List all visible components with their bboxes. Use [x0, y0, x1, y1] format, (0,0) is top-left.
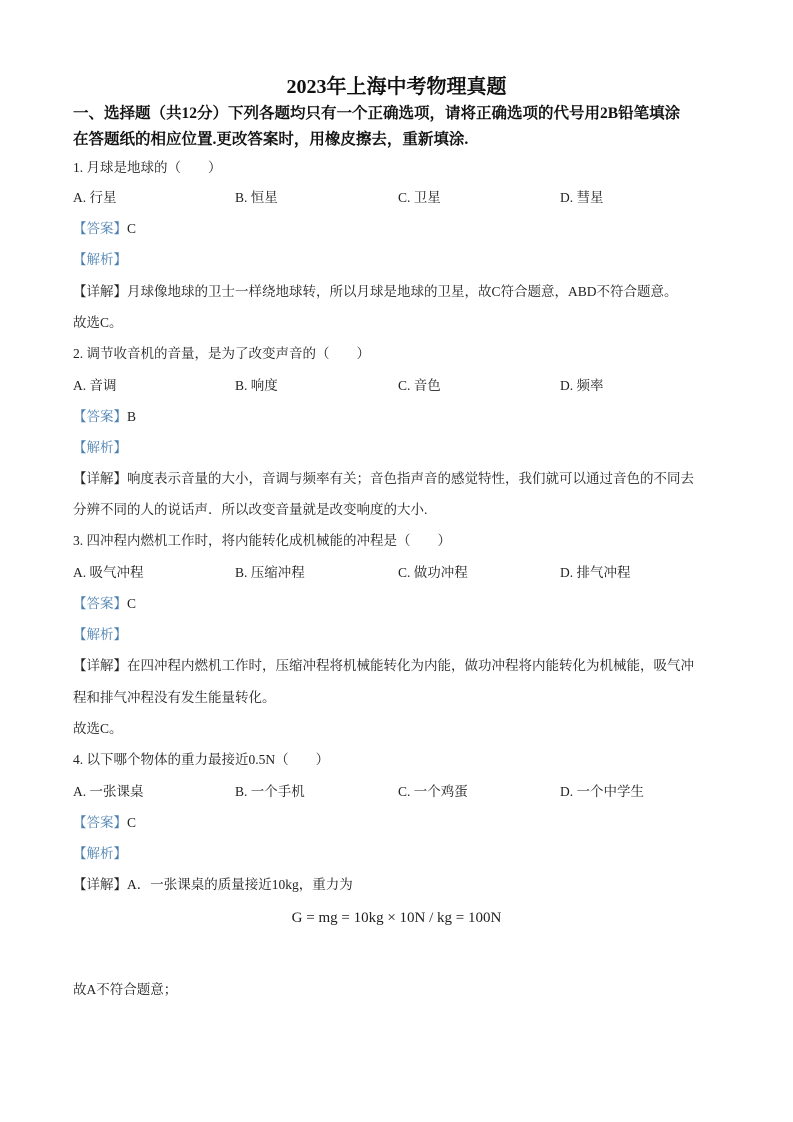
detail-label: 【详解】: [73, 877, 127, 892]
detail-label: 【详解】: [73, 471, 127, 486]
question-2-analysis-label: 【解析】: [73, 440, 127, 455]
question-4-detail: [73, 876, 353, 894]
answer-label: 【答案】: [73, 815, 127, 830]
question-3-answer: [73, 595, 136, 613]
question-2-detail: [73, 470, 694, 488]
question-3-conclusion: 故选C。: [73, 721, 123, 736]
detail-text: A．一张课桌的质量接近10kg，重力为: [127, 877, 353, 892]
question-3-detail-line2: 程和排气冲程没有发生能量转化。: [73, 690, 276, 705]
question-4-stem: 4. 以下哪个物体的重力最接近0.5N（ ）: [73, 752, 330, 767]
answer-label: 【答案】: [73, 596, 127, 611]
page-title: 2023年上海中考物理真题: [286, 76, 507, 98]
question-3-option-d: D. 排气冲程: [560, 565, 631, 580]
question-1-option-b: B. 恒星: [235, 190, 278, 205]
question-3-option-b: B. 压缩冲程: [235, 565, 305, 580]
question-1-stem: 1. 月球是地球的（ ）: [73, 160, 222, 175]
question-1-detail: [73, 283, 678, 301]
section-instructions-line2: 在答题纸的相应位置.更改答案时，用橡皮擦去，重新填涂.: [73, 131, 469, 148]
question-3-analysis-label: 【解析】: [73, 627, 127, 642]
question-1-option-d: D. 彗星: [560, 190, 604, 205]
question-2-answer: [73, 408, 136, 426]
answer-label: 【答案】: [73, 221, 127, 236]
question-2-option-b: B. 响度: [235, 378, 278, 393]
question-4-option-d: D. 一个中学生: [560, 784, 644, 799]
detail-text: 响度表示音量的大小，音调与频率有关；音色指声音的感觉特性，我们就可以通过音色的不同去: [127, 471, 694, 486]
detail-label: 【详解】: [73, 284, 127, 299]
detail-label: 【详解】: [73, 658, 127, 673]
question-3-detail: [73, 657, 694, 675]
question-3-option-a: A. 吸气冲程: [73, 565, 144, 580]
detail-text: 在四冲程内燃机工作时，压缩冲程将机械能转化为内能，做功冲程将内能转化为机械能，吸气冲: [127, 658, 694, 673]
answer-label: 【答案】: [73, 409, 127, 424]
question-1-option-c: C. 卫星: [398, 190, 441, 205]
question-4-option-b: B. 一个手机: [235, 784, 305, 799]
answer-value: C: [127, 815, 137, 830]
detail-text: 月球像地球的卫士一样绕地球转，所以月球是地球的卫星，故C符合题意，ABD不符合题意。: [127, 284, 678, 299]
question-2-option-d: D. 频率: [560, 378, 604, 393]
answer-value: B: [127, 409, 137, 424]
question-3-option-c: C. 做功冲程: [398, 565, 468, 580]
answer-value: C: [127, 596, 137, 611]
question-1-conclusion: 故选C。: [73, 315, 123, 330]
question-1-answer: [73, 220, 136, 238]
formula-gravity: G = mg = 10kg × 10N / kg = 100N: [291, 910, 502, 926]
question-2-option-c: C. 音色: [398, 378, 441, 393]
question-2-detail-line2: 分辨不同的人的说话声．所以改变音量就是改变响度的大小.: [73, 502, 428, 517]
answer-value: C: [127, 221, 137, 236]
question-4-option-c: C. 一个鸡蛋: [398, 784, 468, 799]
question-2-option-a: A. 音调: [73, 378, 117, 393]
question-4-analysis-label: 【解析】: [73, 846, 127, 861]
question-1-analysis-label: 【解析】: [73, 252, 127, 267]
question-1-option-a: A. 行星: [73, 190, 117, 205]
question-2-stem: 2. 调节收音机的音量，是为了改变声音的（ ）: [73, 346, 370, 361]
question-3-stem: 3. 四冲程内燃机工作时，将内能转化成机械能的冲程是（ ）: [73, 533, 451, 548]
question-4-option-a: A. 一张课桌: [73, 784, 144, 799]
section-instructions-line1: 一、选择题（共12分）下列各题均只有一个正确选项，请将正确选项的代号用2B铅笔填涂: [73, 105, 681, 122]
question-4-conclusion: 故A不符合题意；: [73, 982, 178, 997]
question-4-answer: [73, 814, 136, 832]
